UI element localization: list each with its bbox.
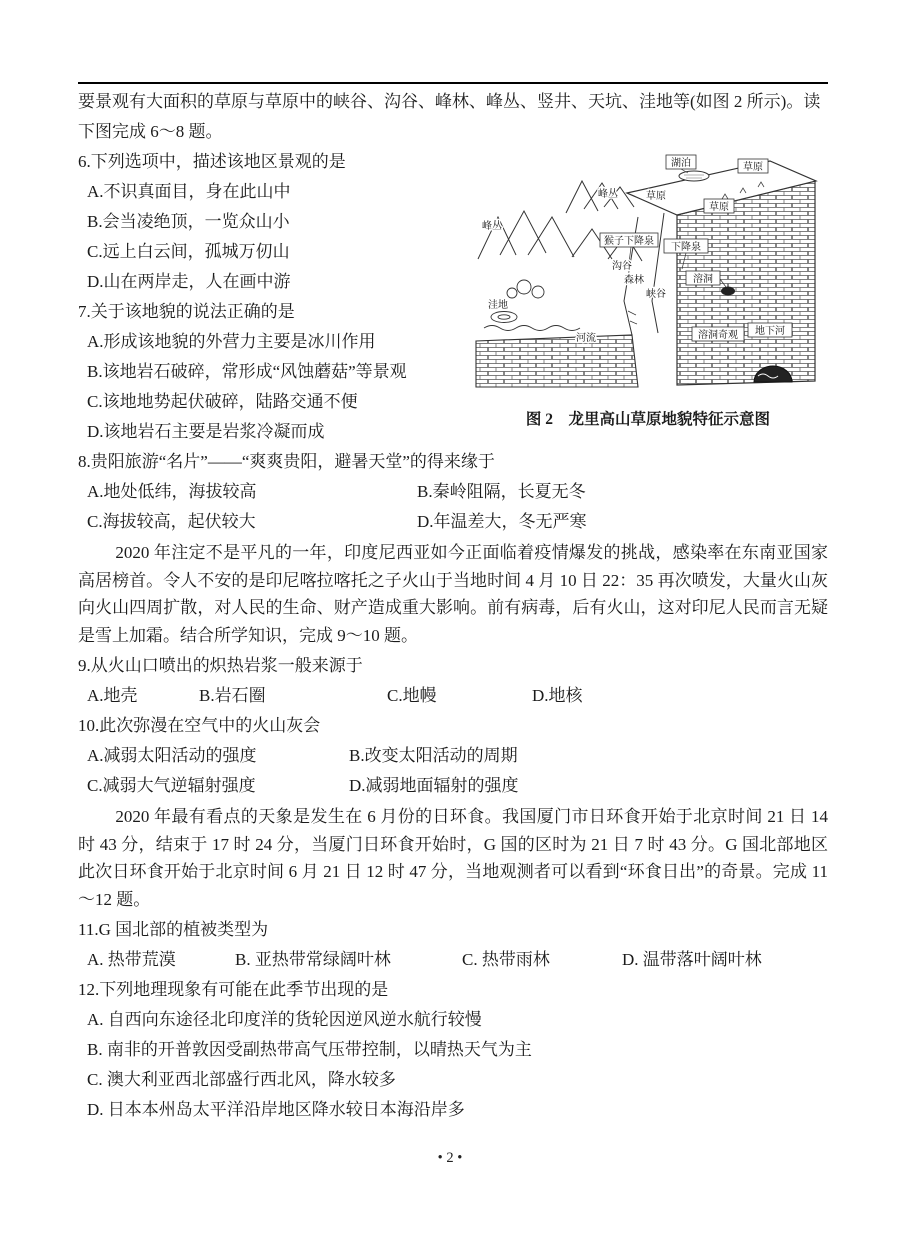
- q10-options-row-1: [78, 741, 828, 771]
- depression-contour: [491, 312, 517, 323]
- q9-option-a: A.地壳: [87, 686, 138, 705]
- q6-option-a: A.不识真面目，身在此山中: [87, 182, 291, 201]
- q11-option-c: C. 热带雨林: [462, 950, 550, 969]
- canyon-walls: [624, 213, 664, 335]
- label-underground-river: 地下河: [755, 326, 785, 337]
- label-river: 河流: [576, 333, 596, 344]
- label-lake: 湖泊: [671, 158, 691, 169]
- q10-option-b: B.改变太阳活动的周期: [349, 746, 518, 765]
- label-cave-wonder: 溶洞奇观: [698, 330, 738, 341]
- label-cave: 溶洞: [693, 274, 713, 285]
- q6-stem: 6.下列选项中，描述该地区景观的是: [78, 152, 346, 171]
- lake-shape: [679, 171, 709, 181]
- q9-option-c: C.地幔: [387, 686, 437, 705]
- label-monkey-spring: 猴子下降泉: [604, 236, 654, 247]
- q10-options-row-2: [78, 771, 828, 801]
- q12-option-d: D. 日本本州岛太平洋沿岸地区降水较日本海沿岸多: [87, 1100, 465, 1119]
- q11-option-b: B. 亚热带常绿阔叶林: [235, 950, 391, 969]
- q10-option-a: A.减弱太阳活动的强度: [87, 746, 257, 765]
- q12-option-c: C. 澳大利亚西北部盛行西北风，降水较多: [87, 1070, 396, 1089]
- q11-options-row: [78, 945, 828, 975]
- q8-option-b: B.秦岭阻隔，长夏无冬: [417, 482, 586, 501]
- q12-option-a: A. 自西向东途径北印度洋的货轮因逆风逆水航行较慢: [87, 1010, 482, 1029]
- q7-option-d: D.该地岩石主要是岩浆冷凝而成: [87, 422, 325, 441]
- base-cliff-left: [476, 335, 638, 387]
- q11-stem: 11.G 国北部的植被类型为: [78, 920, 269, 939]
- q11-option-d: D. 温带落叶阔叶林: [622, 950, 762, 969]
- q8-options-row-2: [78, 507, 828, 537]
- q12-stem: 12.下列地理现象有可能在此季节出现的是: [78, 980, 389, 999]
- label-forest: 森林: [624, 275, 644, 286]
- q8-options-row-1: [78, 477, 828, 507]
- label-grass-box: 草原: [709, 202, 729, 213]
- q11-option-a: A. 热带荒漠: [87, 950, 176, 969]
- q7-option-c: C.该地地势起伏破碎，陆路交通不便: [87, 392, 358, 411]
- passage-volcano: 2020 年注定不是平凡的一年，印度尼西亚如今正面临着疫情爆发的挑战，感染率在东南亚国家高居榜首。令人不安的是印尼喀拉喀托之子火山于当地时间 4 月 10 日 22：35 再次喷发，大量火山灰向火山四周扩散，对人民的生命、财产造成重大影响。前有病毒，后有火山，这对印尼人民而言无疑是雪上加霜。结合所学知识，完成 9～10 题。: [78, 543, 828, 645]
- q10-stem: 10.此次弥漫在空气中的火山灰会: [78, 716, 321, 735]
- intro-line-2: 下图完成 6～8 题。: [78, 122, 223, 141]
- q9-stem: 9.从火山口喷出的炽热岩浆一般来源于: [78, 656, 363, 675]
- passage-eclipse: 2020 年最有看点的天象是发生在 6 月份的日环食。我国厦门市日环食开始于北京时间 21 日 14 时 43 分，结束于 17 时 24 分，当厦门日环食开始时，G 国的区时为 21 日 7 时 43 分。G 国北部地区此次日环食开始于北京时间 6 月 21 日 12 时 47 分，当地观测者可以看到“环食日出”的奇景。完成 11～12 题。: [78, 807, 828, 909]
- q12-option-b: B. 南非的开普敦因受副热带高气压带控制，以晴热天气为主: [87, 1040, 532, 1059]
- q8-stem: 8.贵阳旅游“名片”——“爽爽贵阳，避暑天堂”的得来缘于: [78, 452, 495, 471]
- q9-options-row: [78, 681, 828, 711]
- q10-option-d: D.减弱地面辐射的强度: [349, 776, 519, 795]
- q8-option-c: C.海拔较高，起伏较大: [87, 512, 256, 531]
- label-grass-top: 草原: [743, 162, 763, 173]
- q7-option-b: B.该地岩石破碎，常形成“风蚀蘑菇”等景观: [87, 362, 407, 381]
- q9-option-b: B.岩石圈: [199, 686, 266, 705]
- q6-option-b: B.会当凌绝顶，一览众山小: [87, 212, 290, 231]
- forest-bushes: [507, 280, 544, 298]
- label-fengcong-left: 峰丛: [482, 221, 502, 232]
- q9-option-d: D.地核: [532, 686, 583, 705]
- q8-option-a: A.地处低纬，海拔较高: [87, 482, 257, 501]
- river-line: [484, 326, 580, 331]
- q10-option-c: C.减弱大气逆辐射强度: [87, 776, 256, 795]
- label-gully: 沟谷: [612, 261, 632, 272]
- figure-karst: [472, 151, 824, 429]
- page-number: • 2 •: [437, 1150, 463, 1166]
- cave-hole: [721, 287, 735, 296]
- label-grass-mid: 草原: [646, 191, 666, 202]
- label-depression: 洼地: [488, 300, 508, 311]
- q8-option-d: D.年温差大，冬无严寒: [417, 512, 587, 531]
- label-canyon: 峡谷: [646, 289, 666, 300]
- figure-caption: 图 2 龙里高山草原地貌特征示意图: [525, 411, 771, 428]
- q7-stem: 7.关于该地貌的说法正确的是: [78, 302, 295, 321]
- karst-block-diagram: [472, 151, 818, 403]
- label-descending-spring: 下降泉: [671, 242, 701, 253]
- q7-option-a: A.形成该地貌的外营力主要是冰川作用: [87, 332, 376, 351]
- q6-option-d: D.山在两岸走，人在画中游: [87, 272, 291, 291]
- label-fengcong-mid: 峰丛: [598, 189, 618, 200]
- q6-option-c: C.远上白云间，孤城万仞山: [87, 242, 290, 261]
- header-divider: [78, 82, 828, 84]
- intro-line-1: 要景观有大面积的草原与草原中的峡谷、沟谷、峰林、峰丛、竖井、天坑、洼地等(如图 2 所示)。读: [78, 92, 821, 111]
